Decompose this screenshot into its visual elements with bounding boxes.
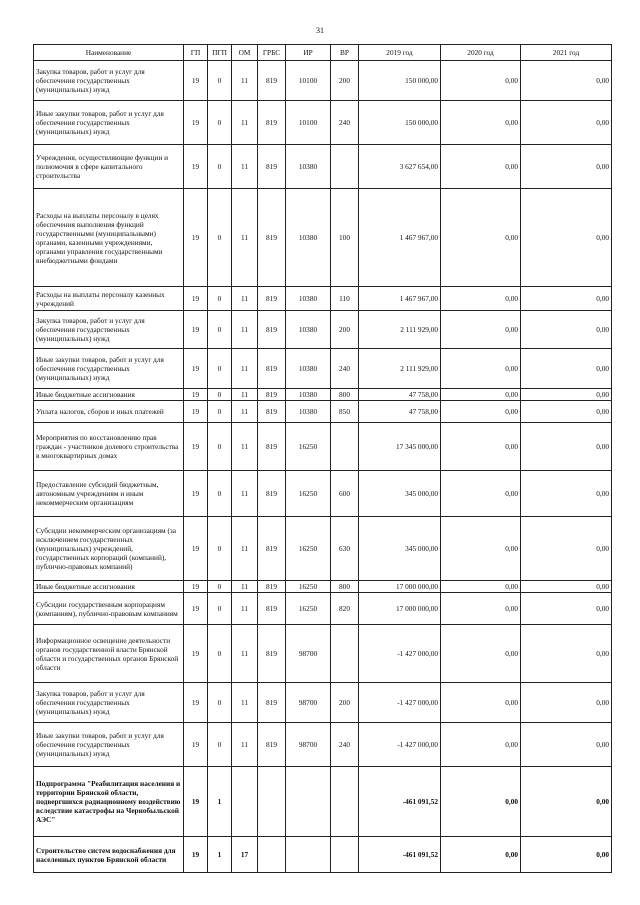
- cell-gp: 19: [184, 581, 208, 593]
- cell-vr: 110: [331, 287, 359, 311]
- cell-y2019: 17 000 000,00: [359, 593, 441, 625]
- cell-ir: 98700: [286, 683, 331, 723]
- header-cell: 2021 год: [521, 45, 612, 61]
- cell-pgp: 0: [208, 683, 232, 723]
- table-row: [34, 401, 612, 423]
- cell-grbs: 819: [258, 61, 286, 101]
- cell-ir: 16250: [286, 517, 331, 581]
- budget-table: [33, 44, 612, 873]
- table-row: [34, 837, 612, 873]
- cell-om: 11: [232, 145, 258, 189]
- cell-pgp: 0: [208, 401, 232, 423]
- header-cell: ГП: [184, 45, 208, 61]
- cell-name: Мероприятия по восстановлению прав граждан - участников долевого строительства в многоквартирных домах: [34, 423, 184, 471]
- table-row: [34, 767, 612, 837]
- cell-y2021: 0,00: [521, 581, 612, 593]
- cell-y2021: 0,00: [521, 593, 612, 625]
- header-cell: ПГП: [208, 45, 232, 61]
- cell-om: 11: [232, 401, 258, 423]
- cell-y2019: 47 758,00: [359, 401, 441, 423]
- cell-ir: [286, 837, 331, 873]
- cell-pgp: 0: [208, 311, 232, 349]
- cell-y2021: 0,00: [521, 287, 612, 311]
- cell-pgp: 0: [208, 145, 232, 189]
- cell-y2020: 0,00: [441, 101, 521, 145]
- table-row: [34, 625, 612, 683]
- cell-y2019: 1 467 967,00: [359, 189, 441, 287]
- cell-om: 11: [232, 517, 258, 581]
- cell-name: Расходы на выплаты персоналу в целях обеспечения выполнения функций государственными (муниципальными) органами, казенными учреждениями, органами управления государственными внебюджетными фондами: [34, 189, 184, 287]
- cell-ir: 10100: [286, 101, 331, 145]
- cell-grbs: 819: [258, 683, 286, 723]
- cell-name: Учреждения, осуществляющие функции и полномочия в сфере капитального строительства: [34, 145, 184, 189]
- table-row: [34, 683, 612, 723]
- table-row: [34, 101, 612, 145]
- table-row: [34, 311, 612, 349]
- cell-y2019: 47 758,00: [359, 389, 441, 401]
- table-row: [34, 723, 612, 767]
- cell-y2021: 0,00: [521, 767, 612, 837]
- cell-ir: 10380: [286, 287, 331, 311]
- cell-y2021: 0,00: [521, 423, 612, 471]
- cell-om: 11: [232, 349, 258, 389]
- cell-gp: 19: [184, 767, 208, 837]
- cell-y2019: 1 467 967,00: [359, 287, 441, 311]
- cell-om: 11: [232, 471, 258, 517]
- table-row: [34, 349, 612, 389]
- cell-grbs: 819: [258, 517, 286, 581]
- cell-ir: 10380: [286, 401, 331, 423]
- cell-y2019: 3 627 654,00: [359, 145, 441, 189]
- cell-y2019: -461 091,52: [359, 837, 441, 873]
- cell-pgp: 0: [208, 287, 232, 311]
- cell-name: Иные закупки товаров, работ и услуг для обеспечения государственных (муниципальных) нужд: [34, 723, 184, 767]
- cell-pgp: 0: [208, 349, 232, 389]
- cell-y2020: 0,00: [441, 683, 521, 723]
- header-cell: 2020 год: [441, 45, 521, 61]
- table-row: [34, 581, 612, 593]
- cell-y2021: 0,00: [521, 401, 612, 423]
- cell-vr: [331, 145, 359, 189]
- cell-gp: 19: [184, 389, 208, 401]
- cell-y2021: 0,00: [521, 471, 612, 517]
- cell-name: Иные закупки товаров, работ и услуг для обеспечения государственных (муниципальных) нужд: [34, 101, 184, 145]
- cell-gp: 19: [184, 683, 208, 723]
- cell-grbs: 819: [258, 581, 286, 593]
- cell-grbs: 819: [258, 423, 286, 471]
- header-cell: ИР: [286, 45, 331, 61]
- cell-grbs: 819: [258, 593, 286, 625]
- cell-vr: 240: [331, 723, 359, 767]
- cell-pgp: 0: [208, 625, 232, 683]
- cell-y2020: 0,00: [441, 389, 521, 401]
- cell-y2019: -1 427 000,00: [359, 683, 441, 723]
- cell-ir: 98700: [286, 625, 331, 683]
- cell-y2021: 0,00: [521, 189, 612, 287]
- cell-y2021: 0,00: [521, 837, 612, 873]
- cell-name: Подпрограмма "Реабилитация населения и территории Брянской области, подвергшихся радиационному воздействию вследствие катастрофы на Чернобыльской АЭС": [34, 767, 184, 837]
- cell-y2021: 0,00: [521, 723, 612, 767]
- cell-name: Иные закупки товаров, работ и услуг для обеспечения государственных (муниципальных) нужд: [34, 349, 184, 389]
- cell-y2020: 0,00: [441, 837, 521, 873]
- cell-y2019: 150 000,00: [359, 61, 441, 101]
- cell-y2020: 0,00: [441, 189, 521, 287]
- cell-y2021: 0,00: [521, 311, 612, 349]
- cell-y2020: 0,00: [441, 423, 521, 471]
- cell-pgp: 0: [208, 101, 232, 145]
- cell-y2019: 345 000,00: [359, 471, 441, 517]
- cell-name: Закупка товаров, работ и услуг для обеспечения государственных (муниципальных) нужд: [34, 683, 184, 723]
- cell-name: Закупка товаров, работ и услуг для обеспечения государственных (муниципальных) нужд: [34, 61, 184, 101]
- cell-grbs: 819: [258, 311, 286, 349]
- cell-vr: 630: [331, 517, 359, 581]
- cell-pgp: 0: [208, 517, 232, 581]
- cell-om: 11: [232, 101, 258, 145]
- cell-y2020: 0,00: [441, 767, 521, 837]
- cell-pgp: 0: [208, 471, 232, 517]
- cell-y2021: 0,00: [521, 145, 612, 189]
- cell-vr: 800: [331, 581, 359, 593]
- cell-grbs: 819: [258, 723, 286, 767]
- cell-om: 11: [232, 311, 258, 349]
- cell-om: 11: [232, 423, 258, 471]
- table-row: [34, 145, 612, 189]
- cell-y2020: 0,00: [441, 61, 521, 101]
- cell-name: Субсидии государственным корпорациям (компаниям), публично-правовым компаниям: [34, 593, 184, 625]
- table-header-row: [34, 45, 612, 61]
- cell-name: Субсидии некоммерческим организациям (за исключением государственных (муниципальных) учреждений, государственных корпораций (компаний), публично-правовых компаний): [34, 517, 184, 581]
- header-cell: Наименование: [34, 45, 184, 61]
- cell-gp: 19: [184, 311, 208, 349]
- cell-ir: [286, 767, 331, 837]
- cell-y2019: 150 000,00: [359, 101, 441, 145]
- cell-y2019: 345 000,00: [359, 517, 441, 581]
- cell-pgp: 0: [208, 61, 232, 101]
- cell-gp: 19: [184, 593, 208, 625]
- table-row: [34, 517, 612, 581]
- cell-y2019: 17 345 000,00: [359, 423, 441, 471]
- cell-ir: 10100: [286, 61, 331, 101]
- cell-vr: [331, 767, 359, 837]
- cell-name: Иные бюджетные ассигнования: [34, 389, 184, 401]
- cell-gp: 19: [184, 625, 208, 683]
- cell-y2021: 0,00: [521, 101, 612, 145]
- page-number: 31: [316, 26, 324, 35]
- cell-vr: [331, 423, 359, 471]
- cell-ir: 10380: [286, 145, 331, 189]
- cell-grbs: 819: [258, 287, 286, 311]
- table-row: [34, 287, 612, 311]
- cell-gp: 19: [184, 517, 208, 581]
- cell-y2021: 0,00: [521, 517, 612, 581]
- cell-y2019: 17 000 000,00: [359, 581, 441, 593]
- cell-y2020: 0,00: [441, 593, 521, 625]
- cell-om: 11: [232, 389, 258, 401]
- cell-y2019: -1 427 000,00: [359, 625, 441, 683]
- cell-ir: 16250: [286, 471, 331, 517]
- cell-gp: 19: [184, 61, 208, 101]
- cell-ir: 16250: [286, 581, 331, 593]
- header-cell: ВР: [331, 45, 359, 61]
- table-row: [34, 593, 612, 625]
- cell-ir: 98700: [286, 723, 331, 767]
- cell-ir: 10380: [286, 349, 331, 389]
- cell-y2021: 0,00: [521, 389, 612, 401]
- cell-gp: 19: [184, 349, 208, 389]
- cell-vr: 200: [331, 683, 359, 723]
- cell-gp: 19: [184, 287, 208, 311]
- cell-vr: [331, 837, 359, 873]
- cell-vr: 200: [331, 61, 359, 101]
- cell-y2020: 0,00: [441, 471, 521, 517]
- cell-y2020: 0,00: [441, 625, 521, 683]
- cell-y2021: 0,00: [521, 349, 612, 389]
- cell-gp: 19: [184, 723, 208, 767]
- cell-y2019: 2 111 929,00: [359, 349, 441, 389]
- cell-grbs: 819: [258, 189, 286, 287]
- cell-om: 11: [232, 683, 258, 723]
- cell-pgp: 0: [208, 593, 232, 625]
- table-row: [34, 423, 612, 471]
- cell-y2021: 0,00: [521, 625, 612, 683]
- cell-pgp: 0: [208, 189, 232, 287]
- cell-om: 11: [232, 723, 258, 767]
- cell-y2020: 0,00: [441, 287, 521, 311]
- cell-pgp: 0: [208, 389, 232, 401]
- table-row: [34, 389, 612, 401]
- cell-gp: 19: [184, 145, 208, 189]
- cell-grbs: 819: [258, 389, 286, 401]
- cell-ir: 10380: [286, 389, 331, 401]
- cell-pgp: 0: [208, 723, 232, 767]
- cell-grbs: 819: [258, 101, 286, 145]
- cell-ir: 16250: [286, 593, 331, 625]
- cell-y2020: 0,00: [441, 311, 521, 349]
- cell-name: Предоставление субсидий бюджетным, автономным учреждениям и иным некоммерческим организациям: [34, 471, 184, 517]
- cell-pgp: 1: [208, 837, 232, 873]
- cell-grbs: 819: [258, 349, 286, 389]
- cell-gp: 19: [184, 101, 208, 145]
- cell-gp: 19: [184, 189, 208, 287]
- cell-name: Иные бюджетные ассигнования: [34, 581, 184, 593]
- cell-name: Закупка товаров, работ и услуг для обеспечения государственных (муниципальных) нужд: [34, 311, 184, 349]
- cell-vr: 800: [331, 389, 359, 401]
- cell-gp: 19: [184, 471, 208, 517]
- cell-ir: 10380: [286, 189, 331, 287]
- cell-name: Расходы на выплаты персоналу казенных учреждений: [34, 287, 184, 311]
- cell-om: 11: [232, 593, 258, 625]
- cell-vr: 240: [331, 101, 359, 145]
- cell-y2019: -461 091,52: [359, 767, 441, 837]
- cell-gp: 19: [184, 423, 208, 471]
- cell-om: 11: [232, 287, 258, 311]
- header-cell: ОМ: [232, 45, 258, 61]
- table-row: [34, 61, 612, 101]
- cell-y2020: 0,00: [441, 723, 521, 767]
- header-cell: 2019 год: [359, 45, 441, 61]
- cell-pgp: 0: [208, 423, 232, 471]
- header-cell: ГРБС: [258, 45, 286, 61]
- cell-y2020: 0,00: [441, 581, 521, 593]
- cell-y2021: 0,00: [521, 683, 612, 723]
- cell-om: 11: [232, 581, 258, 593]
- cell-y2019: 2 111 929,00: [359, 311, 441, 349]
- cell-y2020: 0,00: [441, 145, 521, 189]
- cell-pgp: 0: [208, 581, 232, 593]
- cell-vr: 820: [331, 593, 359, 625]
- cell-gp: 19: [184, 837, 208, 873]
- cell-om: 17: [232, 837, 258, 873]
- cell-y2020: 0,00: [441, 401, 521, 423]
- cell-grbs: [258, 837, 286, 873]
- cell-y2021: 0,00: [521, 61, 612, 101]
- cell-grbs: 819: [258, 401, 286, 423]
- cell-grbs: 819: [258, 145, 286, 189]
- cell-pgp: 1: [208, 767, 232, 837]
- cell-om: 11: [232, 189, 258, 287]
- cell-y2020: 0,00: [441, 517, 521, 581]
- table-row: [34, 471, 612, 517]
- cell-om: [232, 767, 258, 837]
- cell-gp: 19: [184, 401, 208, 423]
- cell-name: Строительство систем водоснабжения для населенных пунктов Брянской области: [34, 837, 184, 873]
- cell-grbs: 819: [258, 471, 286, 517]
- cell-y2019: -1 427 000,00: [359, 723, 441, 767]
- cell-vr: [331, 625, 359, 683]
- cell-vr: 200: [331, 311, 359, 349]
- cell-vr: 600: [331, 471, 359, 517]
- cell-ir: 16250: [286, 423, 331, 471]
- cell-name: Информационное освещение деятельности органов государственной власти Брянской области и государственных органов Брянской области: [34, 625, 184, 683]
- cell-grbs: [258, 767, 286, 837]
- cell-om: 11: [232, 61, 258, 101]
- cell-vr: 100: [331, 189, 359, 287]
- cell-vr: 240: [331, 349, 359, 389]
- cell-name: Уплата налогов, сборов и иных платежей: [34, 401, 184, 423]
- table-row: [34, 189, 612, 287]
- cell-vr: 850: [331, 401, 359, 423]
- cell-ir: 10380: [286, 311, 331, 349]
- cell-y2020: 0,00: [441, 349, 521, 389]
- cell-om: 11: [232, 625, 258, 683]
- cell-grbs: 819: [258, 625, 286, 683]
